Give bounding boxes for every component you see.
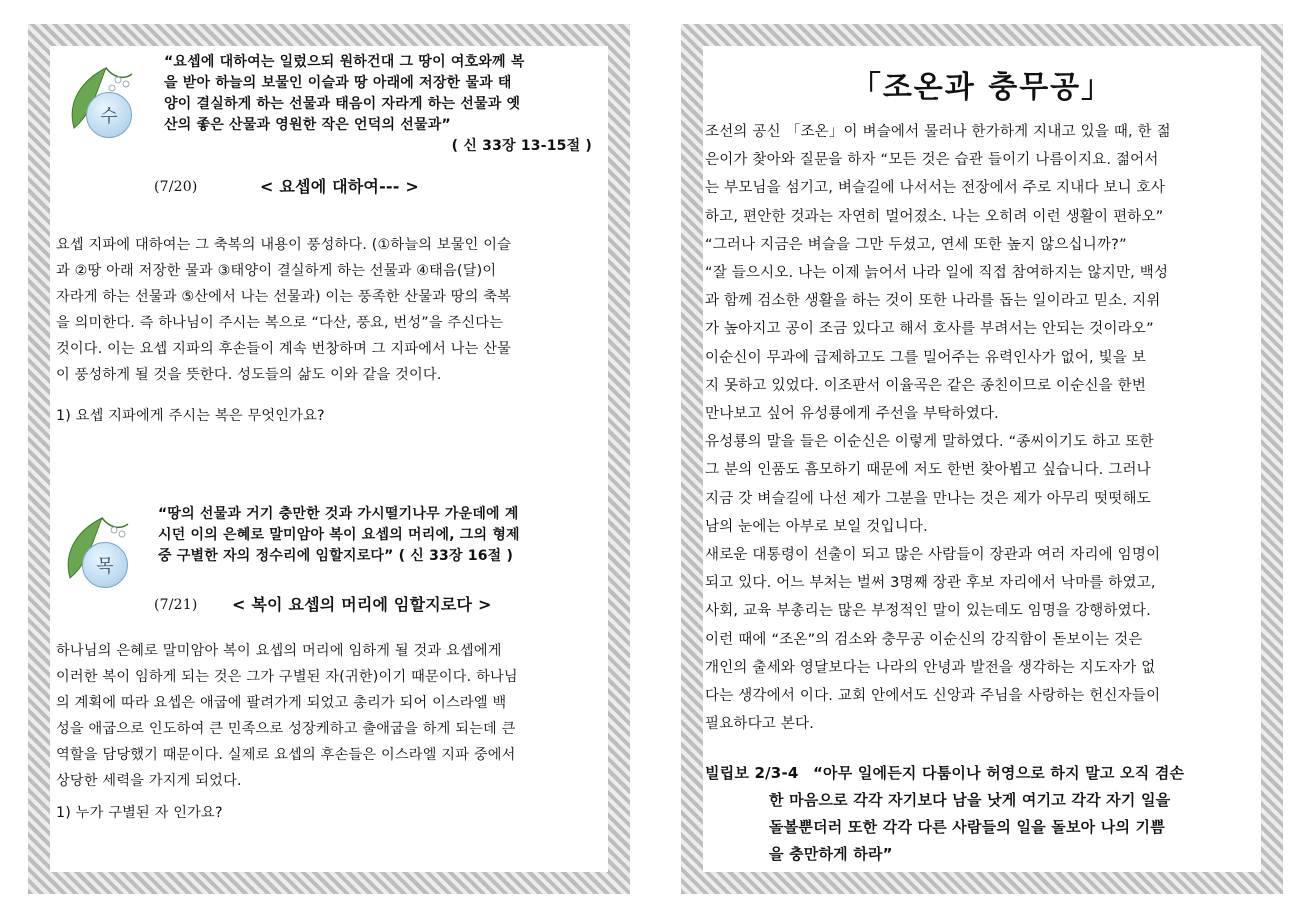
body-line: 만나보고 싶어 유성룡에게 주선을 부탁하였다.: [705, 406, 999, 423]
verse-line: “땅의 선물과 거기 충만한 것과 가시떨기나무 가운데에 계: [158, 506, 519, 522]
verse-line: “요셉에 대하여는 일렀으되 원하건대 그 땅이 여호와께 복: [164, 54, 525, 70]
verse-line: 을 받아 하늘의 보물인 이슬과 땅 아래에 저장한 물과 태: [164, 75, 512, 91]
body-line: 하고, 편안한 것과는 자연히 멀어졌소. 나는 오히려 이런 생활이 편하오”: [705, 208, 1164, 225]
para-line: 성을 애굽으로 인도하여 큰 민족으로 성장케하고 출애굽을 하게 되는데 큰: [56, 721, 516, 737]
closing-line: 을 충만하게 하라”: [769, 845, 893, 863]
verse-line: 시던 이의 은혜로 말미암아 복이 요셉의 머리에, 그의 형제: [158, 527, 520, 543]
lily-leaf-icon: [66, 58, 136, 148]
body-line: 새로운 대통령이 선출이 되고 많은 사람들이 장관과 여러 자리에 임명이: [705, 547, 1161, 564]
body-line: 이런 때에 “조온”의 검소와 충무공 이순신의 강직함이 돋보이는 것은: [705, 631, 1143, 648]
section-heading: < 복이 요셉의 머리에 임할지로다 >: [232, 595, 492, 614]
right-page-content: [705, 48, 1259, 870]
verse-2: [158, 504, 608, 567]
para-line: 역할을 담당했기 때문이다. 실제로 요셉의 후손들은 이스라엘 지파 중에서: [56, 747, 516, 763]
body-line: 지금 갓 벼슬길에 나선 제가 그분을 만나는 것은 제가 아무리 떳떳해도: [705, 490, 1151, 507]
body-line: 유성룡의 말을 들은 이순신은 이렇게 말하였다. “종씨이기도 하고 또한: [705, 434, 1154, 451]
para-line: 이러한 복이 임하게 되는 것은 그가 구별된 자(귀한)이기 때문이다. 하나님: [56, 669, 518, 685]
section-paragraph: [56, 232, 604, 388]
body-line: 가 높아지고 공이 조금 있다고 해서 호사를 부려서는 안되는 것이라오”: [705, 321, 1154, 338]
right-page: [681, 24, 1283, 894]
closing-reference: 빌립보 2/3-4: [705, 764, 799, 782]
verse-line: 중 구별한 자의 정수리에 임할지로다” ( 신 33장 16절 ): [158, 548, 514, 564]
body-line: 는 부모님을 섬기고, 벼슬길에 나서서는 전장에서 주로 지내다 보니 호사: [705, 180, 1166, 197]
verse-1: [164, 52, 604, 157]
question-1: 1) 요셉 지파에게 주시는 복은 무엇인가요?: [56, 408, 325, 424]
closing-line: 한 마음으로 각각 자기보다 남을 낫게 여기고 각각 자기 일을: [769, 791, 1171, 809]
body-line: “잘 들으시오. 나는 이제 늙어서 나라 일에 직접 참여하지는 않지만, 백성: [705, 265, 1169, 282]
left-page-content: [52, 48, 606, 870]
body-line: 조선의 공신 「조온」이 벼슬에서 물러나 한가하게 지내고 있을 때, 한 젊: [705, 124, 1171, 140]
body-line: 과 함께 검소한 생활을 하는 것이 또한 나라를 돕는 일이라고 믿소. 지위: [705, 293, 1161, 310]
body-line: 되고 있다. 어느 부처는 벌써 3명째 장관 후보 자리에서 낙마를 하였고,: [705, 575, 1156, 592]
body-line: 개인의 출세와 영달보다는 나라의 안녕과 발전을 생각하는 지도자가 없: [705, 659, 1156, 676]
closing-verse: [769, 760, 1263, 868]
body-line: 이순신이 무과에 급제하고도 그를 밀어주는 유력인사가 없어, 빛을 보: [705, 349, 1147, 366]
page-title: 「조온과 충무공」: [850, 70, 1114, 105]
left-page: [28, 24, 630, 894]
closing-line: “아무 일에든지 다툼이나 허영으로 하지 말고 오직 겸손: [813, 764, 1185, 782]
body-line: 지 못하고 있었다. 이조판서 이율곡은 같은 종친이므로 이순신을 한번: [705, 377, 1147, 394]
badge-circle: 수: [86, 92, 132, 138]
question-2: 1) 누가 구별된 자 인가요?: [56, 805, 223, 821]
badge-circle: 목: [82, 542, 128, 588]
section-paragraph: [56, 638, 604, 794]
para-line: 을 의미한다. 즉 하나님이 주시는 복으로 “다산, 풍요, 번성”을 주신다는: [56, 315, 504, 331]
section-date: (7/20): [154, 179, 198, 195]
essay-body: [705, 118, 1261, 738]
verse-line: 산의 좋은 산물과 영원한 작은 언덕의 선물과”: [164, 117, 451, 133]
body-line: 은이가 찾아와 질문을 하자 “모든 것은 습관 들이기 나름이지요. 젊어서: [705, 152, 1159, 169]
para-line: 상당한 세력을 가지게 되었다.: [56, 773, 242, 789]
para-line: 것이다. 이는 요셉 지파의 후손들이 계속 번창하며 그 지파에서 나는 산물: [56, 341, 512, 357]
lily-leaf-icon: [62, 508, 132, 598]
verse-reference: ( 신 33장 13-15절 ): [451, 138, 592, 154]
para-line: 의 계획에 따라 요셉은 애굽에 팔려가게 되었고 총리가 되어 이스라엘 백: [56, 695, 507, 711]
body-line: 필요하다고 본다.: [705, 716, 815, 733]
closing-line: 돌볼뿐더러 또한 각각 다른 사람들의 일을 돌보아 나의 기쁨: [769, 818, 1165, 836]
body-line: “그러나 지금은 벼슬을 그만 두셨고, 연세 또한 높지 않으십니까?”: [705, 236, 1127, 253]
body-line: 다는 생각에서 이다. 교회 안에서도 신앙과 주님을 사랑하는 헌신자들이: [705, 688, 1161, 705]
body-line: 남의 눈에는 아부로 보일 것입니다.: [705, 518, 928, 535]
para-line: 요셉 지파에 대하여는 그 축복의 내용이 풍성하다. (①하늘의 보물인 이슬: [56, 237, 512, 253]
para-line: 이 풍성하게 될 것을 뜻한다. 성도들의 삶도 이와 같을 것이다.: [56, 367, 442, 383]
section-date: (7/21): [154, 597, 198, 613]
para-line: 자라게 하는 선물과 ⑤산에서 나는 선물과) 이는 풍족한 산물과 땅의 축복: [56, 289, 512, 305]
body-line: 사회, 교육 부총리는 많은 부정적인 말이 있는데도 임명을 강행하였다.: [705, 603, 1151, 620]
para-line: 하나님의 은혜로 말미암아 복이 요셉의 머리에 임하게 될 것과 요셉에게: [56, 643, 502, 659]
section-heading: < 요셉에 대하여--- >: [260, 177, 419, 196]
body-line: 그 분의 인품도 흠모하기 때문에 저도 한번 찾아뵙고 싶습니다. 그러나: [705, 462, 1151, 479]
para-line: 과 ②땅 아래 저장한 물과 ③태양이 결실하게 하는 선물과 ④태음(달)이: [56, 263, 497, 279]
verse-line: 양이 결실하게 하는 선물과 태음이 자라게 하는 선물과 옛: [164, 96, 521, 112]
